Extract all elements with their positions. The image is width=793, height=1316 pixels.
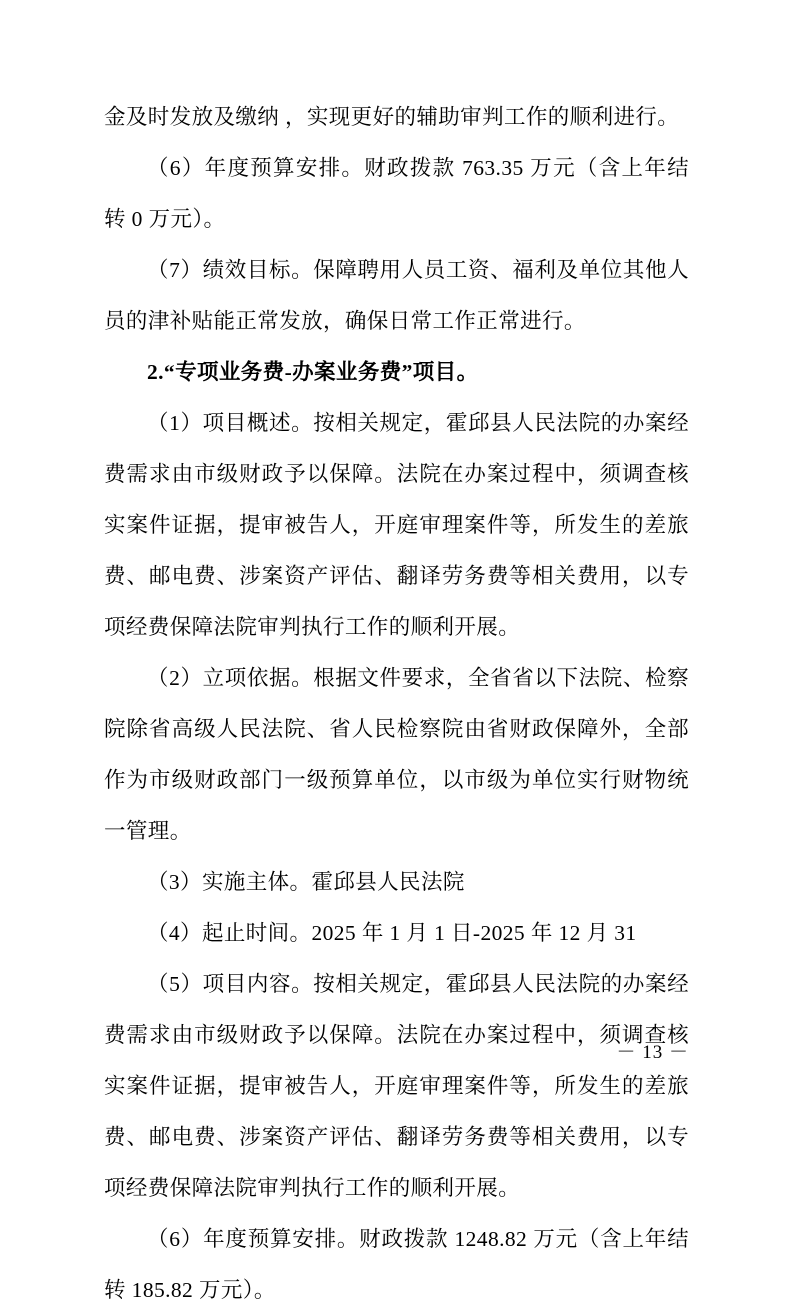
paragraph: （7）绩效目标。保障聘用人员工资、福利及单位其他人员的津补贴能正常发放，确保日常工作正常进行。 bbox=[104, 258, 689, 333]
paragraph: （6）年度预算安排。财政拨款 763.35 万元（含上年结转 0 万元）。 bbox=[104, 156, 689, 231]
paragraph: （4）起止时间。2025 年 1 月 1 日-2025 年 12 月 31 bbox=[147, 921, 637, 945]
paragraph: 金及时发放及缴纳 ，实现更好的辅助审判工作的顺利进行。 bbox=[104, 105, 680, 129]
paragraph: （6）年度预算安排。财政拨款 1248.82 万元（含上年结转 185.82 万元）。 bbox=[104, 1227, 689, 1302]
paragraph: （3）实施主体。霍邱县人民法院 bbox=[147, 870, 465, 894]
document-body bbox=[104, 92, 689, 1316]
paragraph: （2）立项依据。根据文件要求，全省省以下法院、检察院除省高级人民法院、省人民检察院由省财政保障外，全部作为市级财政部门一级预算单位，以市级为单位实行财物统一管理。 bbox=[104, 666, 689, 843]
section-heading: 2.“专项业务费-办案业务费”项目。 bbox=[147, 360, 479, 384]
paragraph: （1）项目概述。按相关规定，霍邱县人民法院的办案经费需求由市级财政予以保障。法院在办案过程中，须调查核实案件证据，提审被告人，开庭审理案件等，所发生的差旅费、邮电费、涉案资产评估、翻译劳务费等相关费用，以专项经费保障法院审判执行工作的顺利开展。 bbox=[104, 411, 689, 639]
page-number: － 13 － bbox=[616, 1042, 689, 1063]
paragraph: （5）项目内容。按相关规定，霍邱县人民法院的办案经费需求由市级财政予以保障。法院在办案过程中，须调查核实案件证据，提审被告人，开庭审理案件等，所发生的差旅费、邮电费、涉案资产评估、翻译劳务费等相关费用，以专项经费保障法院审判执行工作的顺利开展。 bbox=[104, 972, 689, 1200]
